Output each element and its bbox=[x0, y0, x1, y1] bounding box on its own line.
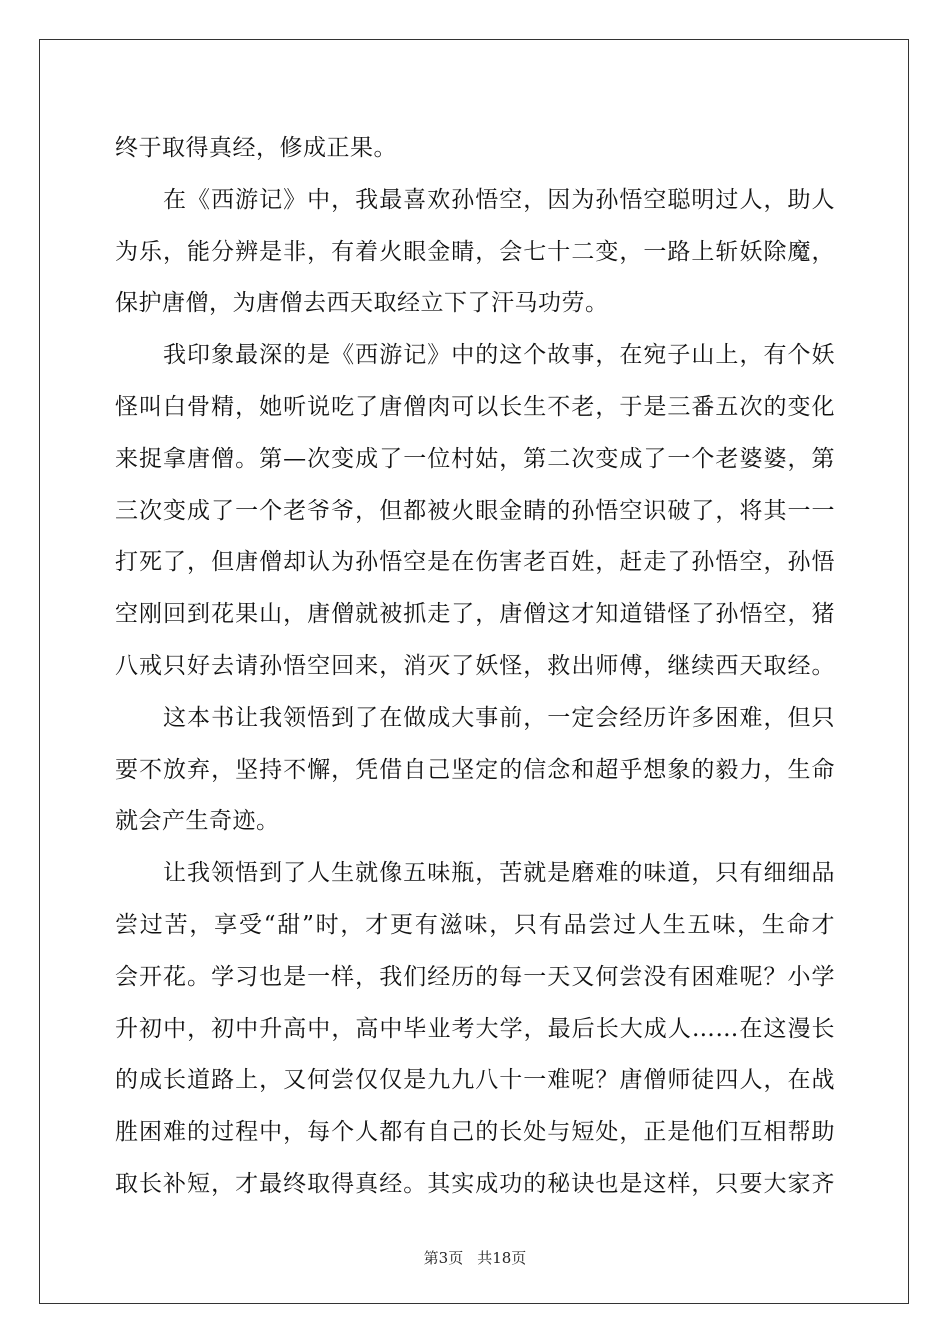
text-line: 胜困难的过程中，每个人都有自己的长处与短处，正是他们互相帮助 bbox=[115, 1119, 835, 1146]
page-footer bbox=[0, 1247, 950, 1268]
text-line: 取长补短，才最终取得真经。其实成功的秘诀也是这样，只要大家齐 bbox=[115, 1170, 835, 1197]
text-line: 来捉拿唐僧。第—次变成了一位村姑，第二次变成了一个老婆婆，第 bbox=[115, 445, 835, 472]
text-line: 打死了，但唐僧却认为孙悟空是在伤害老百姓，赶走了孙悟空，孙悟 bbox=[115, 549, 835, 576]
text-line: 我印象最深的是《西游记》中的这个故事，在宛子山上，有个妖 bbox=[115, 342, 835, 369]
text-line: 升初中，初中升高中，高中毕业考大学，最后长大成人……在这漫长 bbox=[115, 1015, 835, 1042]
document-body bbox=[115, 123, 835, 1211]
text-line: 空刚回到花果山，唐僧就被抓走了，唐僧这才知道错怪了孙悟空，猪 bbox=[115, 601, 835, 628]
text-line: 为乐，能分辨是非，有着火眼金睛，会七十二变，一路上斩妖除魔， bbox=[115, 238, 835, 265]
text-line: 让我领悟到了人生就像五味瓶，苦就是磨难的味道，只有细细品 bbox=[115, 860, 835, 887]
page-number: 第3页 bbox=[423, 1249, 464, 1267]
text-line: 八戒只好去请孙悟空回来，消灭了妖怪，救出师傅，继续西天取经。 bbox=[115, 652, 835, 679]
text-line: 在《西游记》中，我最喜欢孙悟空，因为孙悟空聪明过人，助人 bbox=[115, 186, 835, 213]
text-line: 终于取得真经，修成正果。 bbox=[115, 135, 397, 161]
text-line: 保护唐僧，为唐僧去西天取经立下了汗马功劳。 bbox=[115, 290, 609, 317]
text-line: 的成长道路上，又何尝仅仅是九九八十一难呢？唐僧师徒四人，在战 bbox=[115, 1067, 835, 1094]
total-pages: 共18页 bbox=[477, 1249, 527, 1267]
text-line: 这本书让我领悟到了在做成大事前，一定会经历许多困难，但只 bbox=[115, 704, 835, 731]
text-line: 怪叫白骨精，她听说吃了唐僧肉可以长生不老，于是三番五次的变化 bbox=[115, 393, 835, 420]
text-line: 尝过苦，享受“甜”时，才更有滋味，只有品尝过人生五味，生命才 bbox=[115, 911, 835, 938]
text-line: 会开花。学习也是一样，我们经历的每一天又何尝没有困难呢？小学 bbox=[115, 963, 835, 990]
text-line: 三次变成了一个老爷爷，但都被火眼金睛的孙悟空识破了，将其一一 bbox=[115, 497, 835, 524]
text-line: 就会产生奇迹。 bbox=[115, 808, 280, 835]
text-line: 要不放弃，坚持不懈，凭借自己坚定的信念和超乎想象的毅力，生命 bbox=[115, 756, 835, 783]
